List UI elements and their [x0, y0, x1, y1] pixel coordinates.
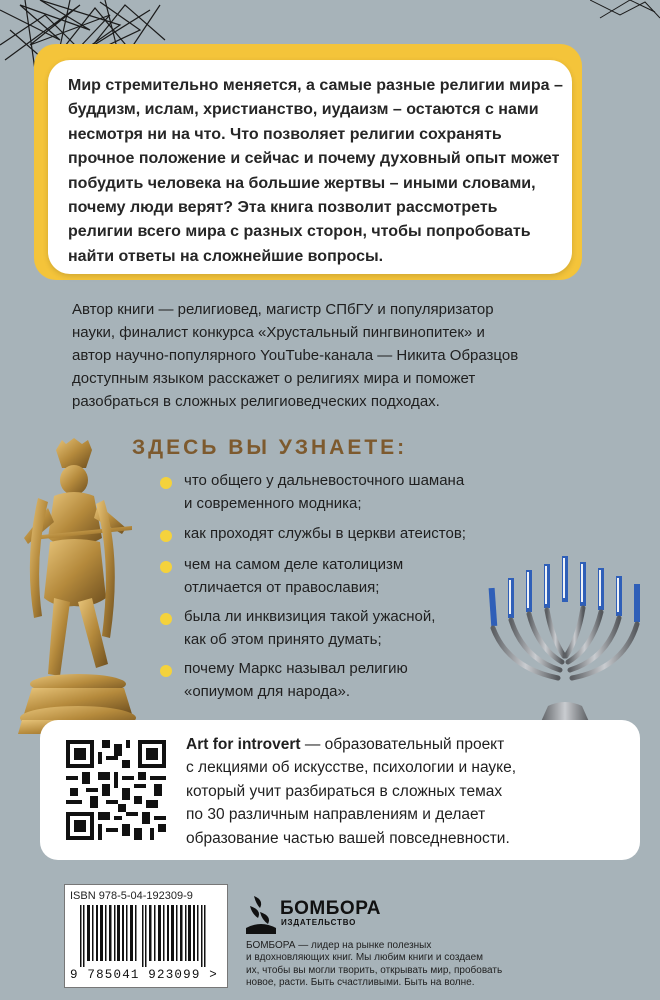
author-line: науки, финалист конкурса «Хрустальный пингвинопитек» и: [72, 324, 485, 341]
author-line: автор научно-популярного YouTube-канала — Никита Образцов: [72, 347, 519, 364]
list-item-line: как проходят службы в церкви атеистов;: [184, 525, 466, 542]
list-item-line: и современного модника;: [184, 494, 362, 512]
author-line: разобраться в сложных религиоведческих подходах.: [72, 393, 440, 410]
project-line: с лекциями об искусстве, психологии и науке,: [186, 759, 517, 777]
quote-line: прочное положение и сейчас и почему духовный опыт может: [68, 150, 560, 168]
list-item-line: «опиумом для народа».: [184, 682, 351, 700]
quote-line: Мир стремительно меняется, а самые разные религии мира –: [68, 77, 563, 94]
isbn-label: ISBN 978-5-04-192309-9: [70, 890, 193, 902]
list-item-line: почему Маркс называл религию: [184, 660, 408, 677]
qr-code-icon[interactable]: [66, 740, 166, 840]
menorah-image: [478, 548, 648, 728]
quote-line: религии всего мира с разных сторон, чтобы попробовать: [68, 223, 531, 241]
list-item: [184, 523, 544, 546]
project-line: образование частью вашей повседневности.: [186, 829, 510, 847]
quote-text: [68, 74, 568, 269]
project-line-rest: — образовательный проект: [300, 736, 505, 753]
publisher-name: БОМБОРА: [280, 898, 381, 919]
quote-line: найти ответы на сложнейшие вопросы.: [68, 247, 384, 265]
publisher-line: БОМБОРА — лидер на рынке полезных: [246, 940, 432, 951]
quote-line: почему люди верят? Эта книга позволит рассмотреть: [68, 199, 498, 217]
author-line: доступным языком расскажет о религиях мира и поможет: [72, 370, 476, 387]
project-line: который учит разбираться в сложных темах: [186, 782, 503, 800]
decorative-scribble-right: [590, 0, 660, 20]
bombora-logo-icon: [246, 896, 276, 934]
bullet-dot: [160, 613, 172, 625]
krishna-statue-image: [14, 438, 164, 738]
author-line: Автор книги — религиовед, магистр СПбГУ и популяризатор: [72, 301, 494, 318]
project-line: [186, 733, 626, 756]
project-line: по 30 различным направлениям и делает: [186, 806, 486, 824]
learn-heading: ЗДЕСЬ ВЫ УЗНАЕТЕ:: [132, 436, 408, 459]
publisher-line: и вдохновляющих книг. Мы любим книги и создаем: [246, 952, 484, 964]
quote-line: несмотря ни на что. Что позволяет религии сохранять: [68, 125, 502, 143]
project-name: Art for introvert: [186, 736, 301, 753]
quote-line: буддизм, ислам, христианство, иудаизм – остаются с нами: [68, 101, 539, 119]
list-item-line: как об этом принято думать;: [184, 630, 382, 648]
bullet-dot: [160, 561, 172, 573]
publisher-description: [246, 940, 546, 990]
list-item-line: была ли инквизиция такой ужасной,: [184, 608, 436, 625]
publisher-subtitle: ИЗДАТЕЛЬСТВО: [281, 918, 357, 927]
list-item-line: что общего у дальневосточного шамана: [184, 472, 465, 489]
list-item-line: чем на самом деле католицизм: [184, 556, 404, 573]
list-item: [184, 470, 544, 515]
project-description: [186, 733, 626, 850]
bullet-dot: [160, 530, 172, 542]
publisher-line: их, чтобы вы могли творить, открывать мир, пробовать: [246, 964, 503, 976]
barcode-digits: 9 785041 923099 >: [70, 968, 218, 982]
publisher-line: новое, расти. Быть счастливыми. Быть на волне.: [246, 977, 475, 989]
barcode-image: [72, 905, 218, 967]
bullet-dot: [160, 477, 172, 489]
quote-line: побудить человека на большие жертвы – иными словами,: [68, 174, 536, 192]
author-paragraph: [72, 298, 632, 413]
bullet-dot: [160, 665, 172, 677]
list-item-line: отличается от православия;: [184, 578, 380, 596]
